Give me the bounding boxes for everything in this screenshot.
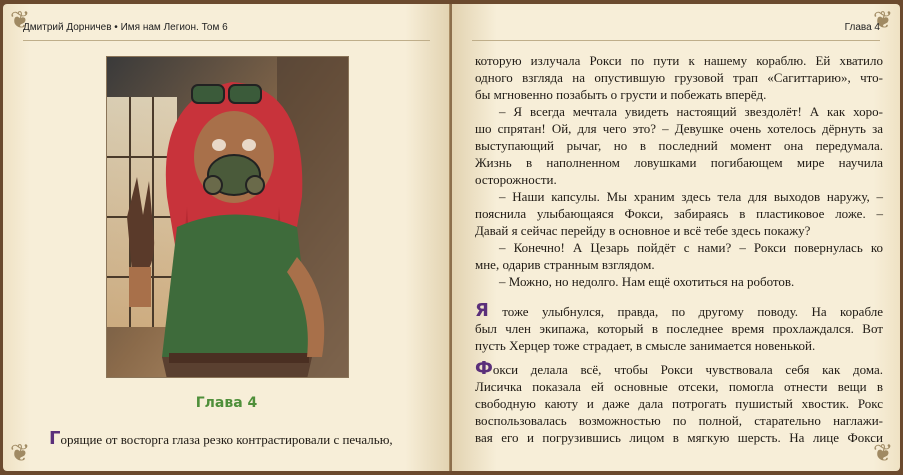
text-line: пусть Херцер тоже страдает, в смысле занимается новенькой. <box>475 338 816 353</box>
corner-ornament-icon: ❦ <box>9 441 31 467</box>
header-divider <box>472 40 880 41</box>
book-title-header: Дмитрий Дорничев • Имя нам Легион. Том 6 <box>23 22 228 33</box>
text-line: осторожности. <box>475 172 557 187</box>
text-line: Жизнь в наполненном ловушками погибающем мире научила <box>475 155 883 170</box>
text-line: шо спрятан! Ой, для чего это? – Девушке очень хотелось дёрнуть за <box>475 121 883 136</box>
text-line: воспользовалась возможностью по полной, старательно наглажи- <box>475 413 883 428</box>
text-line: Фокси делала всё, чтобы Рокси чувствовала себя как дома. <box>475 358 883 379</box>
text-line: Лисичка показала ей основные отсеки, помогла отнести вещи в <box>475 379 883 394</box>
corner-ornament-icon: ❦ <box>872 8 894 34</box>
text-line: пояснила улыбающаяся Фокси, забираясь в пластиковое ложе. – <box>475 206 883 221</box>
text-line: вая его и погрузившись лицом в мягкую шерсть. На лице Фокси <box>475 430 883 445</box>
dropcap-letter: Я <box>475 300 489 321</box>
text-line: выступающий рычаг, но в последний момент она передумала. <box>475 138 883 153</box>
dropcap-letter: Ф <box>475 358 493 379</box>
corner-ornament-icon: ❦ <box>9 8 31 34</box>
anime-girl-gas-mask-illustration <box>107 57 349 378</box>
text-line: был член экипажа, который в последнее время прохлаждался. Вот <box>475 321 883 336</box>
left-paragraph <box>49 430 434 448</box>
header-divider <box>23 40 430 41</box>
text-line: – Я всегда мечтала увидеть настоящий звездолёт! А как хоро- <box>499 104 883 119</box>
text-line: Я тоже улыбнулся, правда, по другому поводу. На корабле <box>475 300 883 321</box>
chapter-header: Глава 4 <box>844 22 880 33</box>
text-line: – Конечно! А Цезарь пойдёт с нами? – Рокси повернулась ко <box>499 240 883 255</box>
text-line: бы мгновенно позабыть о грусти и побежать вперёд. <box>475 87 767 102</box>
text-line: свободную каюту и даже дала потрогать пушистый хвостик. Рокс <box>475 396 883 411</box>
text-line: одного взгляда на опустившую грузовой трап «Сагиттарию», что- <box>475 70 883 85</box>
paragraph-text: орящие от восторга глаза резко контрастировали с печалью, <box>60 432 393 447</box>
text-line: – Наши капсулы. Мы храним здесь тела для выходов наружу, – <box>499 189 883 204</box>
dropcap-letter: Г <box>49 428 61 449</box>
text-line: Давай я сейчас перейду в основное и всё тебе здесь покажу? <box>475 223 811 238</box>
chapter-illustration <box>106 56 349 378</box>
text-line: которую излучала Рокси по пути к нашему кораблю. Ей хватило <box>475 53 883 68</box>
right-page[interactable] <box>452 4 900 471</box>
chapter-heading: Глава 4 <box>195 395 258 411</box>
text-line: – Можно, но недолго. Нам ещё охотиться на роботов. <box>499 274 795 289</box>
right-paragraph-3 <box>475 360 883 446</box>
text-line: мне, одарив странным взглядом. <box>475 257 655 272</box>
right-paragraph-block <box>475 52 883 290</box>
corner-ornament-icon: ❦ <box>872 441 894 467</box>
left-page[interactable] <box>3 4 450 471</box>
right-paragraph-2 <box>475 302 883 354</box>
